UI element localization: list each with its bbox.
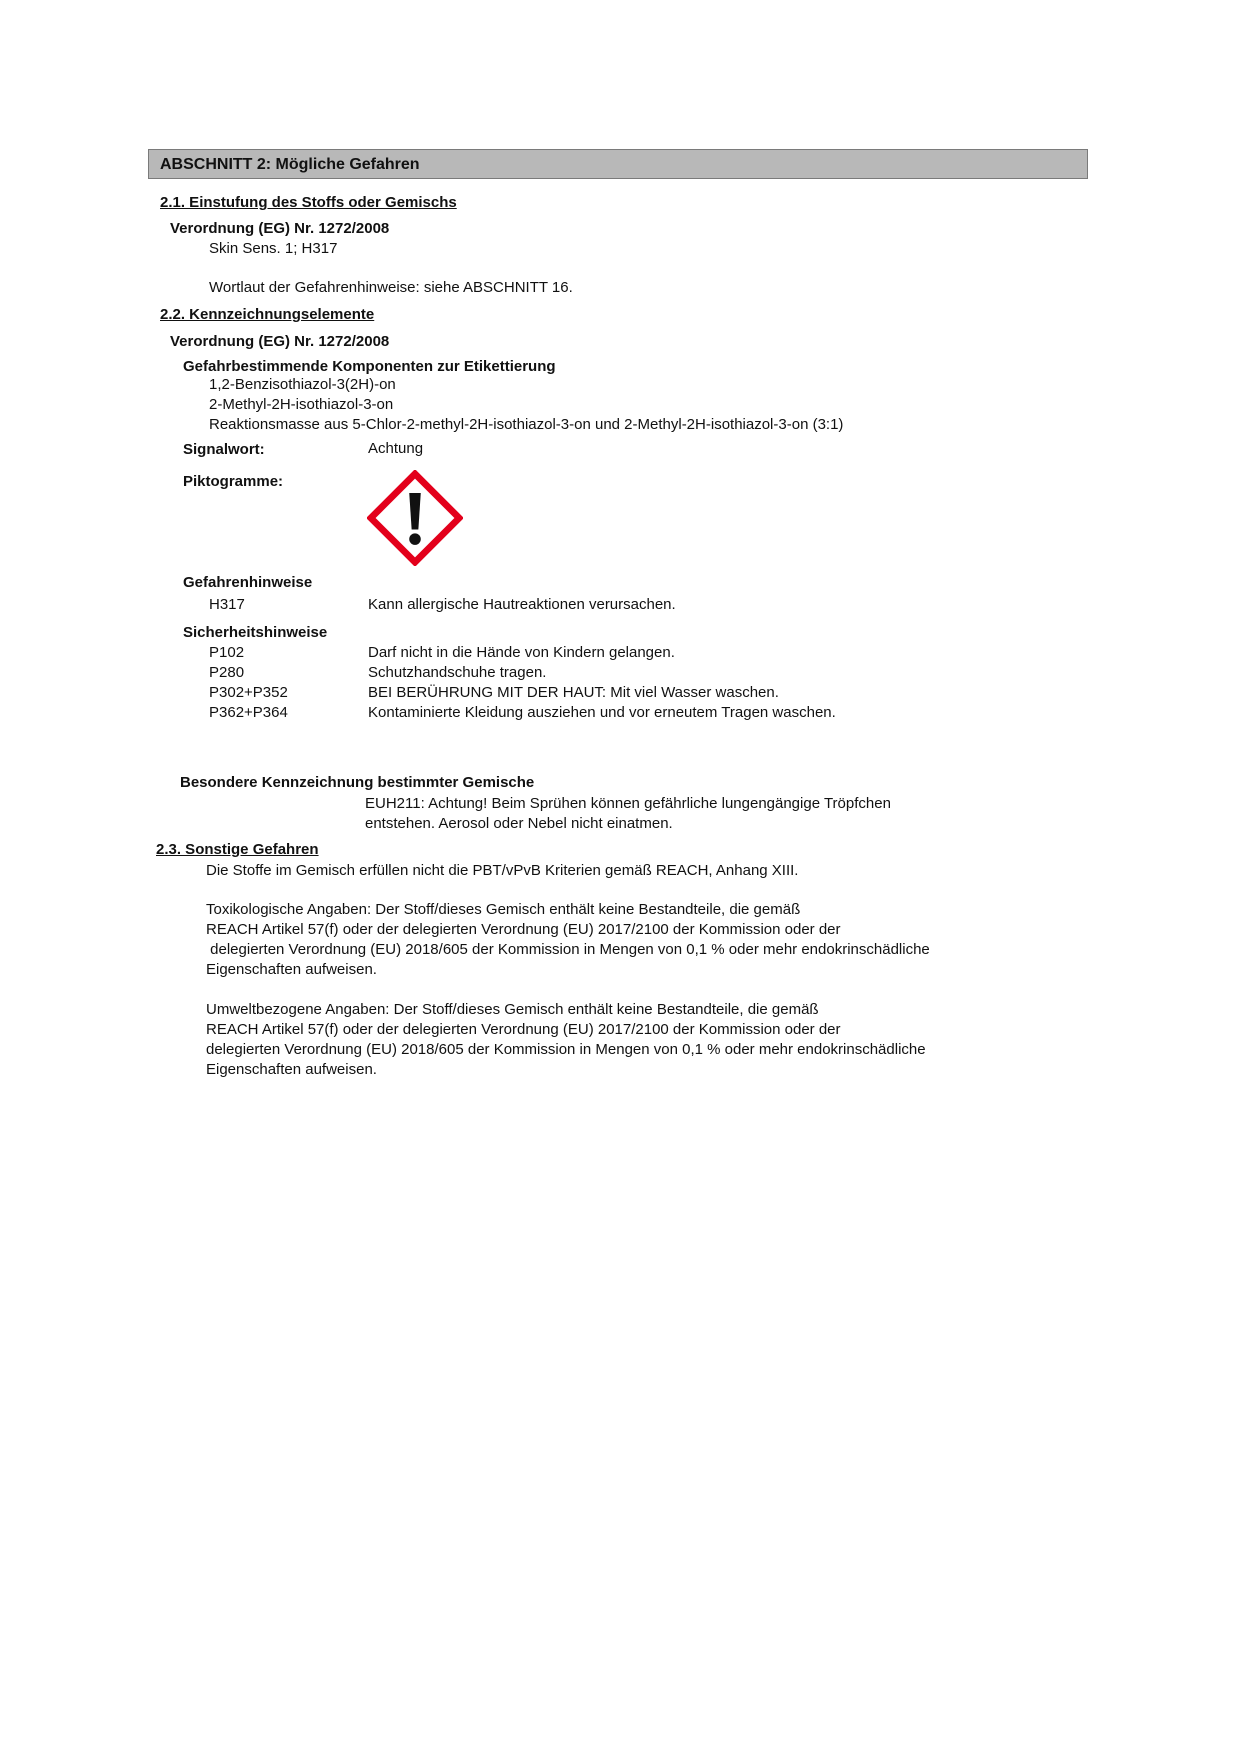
- signal-word-value: Achtung: [368, 440, 424, 457]
- hazard-wording-note: Wortlaut der Gefahrenhinweise: siehe ABSCHNITT 16.: [209, 279, 573, 296]
- component-item: 1,2-Benzisothiazol-3(2H)-on: [209, 376, 396, 393]
- toxicological-line: Toxikologische Angaben: Der Stoff/dieses Gemisch enthält keine Bestandteile, die gemäß: [206, 901, 801, 918]
- toxicological-line: REACH Artikel 57(f) oder der delegierten Verordnung (EU) 2017/2100 der Kommission oder der: [206, 921, 841, 938]
- toxicological-line: Eigenschaften aufweisen.: [206, 961, 377, 978]
- section-title: ABSCHNITT 2: Mögliche Gefahren: [160, 156, 420, 173]
- safety-statements-label: Sicherheitshinweise: [183, 624, 328, 641]
- exclamation-mark-hazard-icon: [367, 470, 463, 566]
- safety-text: Darf nicht in die Hände von Kindern gelangen.: [368, 644, 675, 661]
- heading-2-2: 2.2. Kennzeichnungselemente: [160, 306, 375, 323]
- safety-code: P362+P364: [209, 704, 288, 721]
- safety-text: Schutzhandschuhe tragen.: [368, 664, 547, 681]
- special-labelling-label: Besondere Kennzeichnung bestimmter Gemische: [180, 774, 535, 791]
- components-label: Gefahrbestimmende Komponenten zur Etikettierung: [183, 358, 556, 375]
- special-labelling-line: entstehen. Aerosol oder Nebel nicht einatmen.: [365, 815, 673, 832]
- component-item: Reaktionsmasse aus 5-Chlor-2-methyl-2H-isothiazol-3-on und 2-Methyl-2H-isothiazol-3-on (3:1): [209, 416, 844, 433]
- environmental-line: REACH Artikel 57(f) oder der delegierten Verordnung (EU) 2017/2100 der Kommission oder der: [206, 1021, 841, 1038]
- component-item: 2-Methyl-2H-isothiazol-3-on: [209, 396, 394, 413]
- hazard-statements-label: Gefahrenhinweise: [183, 574, 313, 591]
- heading-2-1: 2.1. Einstufung des Stoffs oder Gemischs: [160, 194, 457, 211]
- hazard-text: Kann allergische Hautreaktionen verursachen.: [368, 596, 676, 613]
- environmental-line: delegierten Verordnung (EU) 2018/605 der Kommission in Mengen von 0,1 % oder mehr endokrinschädliche: [206, 1041, 926, 1058]
- safety-code: P302+P352: [209, 684, 288, 701]
- safety-code: P102: [209, 644, 245, 661]
- heading-2-3: 2.3. Sonstige Gefahren: [156, 841, 319, 858]
- hazard-code: H317: [209, 596, 245, 613]
- signal-word-label: Signalwort:: [183, 441, 265, 458]
- special-labelling-line: EUH211: Achtung! Beim Sprühen können gefährliche lungengängige Tröpfchen: [365, 795, 891, 812]
- safety-code: P280: [209, 664, 245, 681]
- regulation-label-2-2: Verordnung (EG) Nr. 1272/2008: [170, 333, 390, 350]
- toxicological-line: delegierten Verordnung (EU) 2018/605 der Kommission in Mengen von 0,1 % oder mehr endokrinschädliche: [206, 941, 930, 958]
- pbt-statement: Die Stoffe im Gemisch erfüllen nicht die PBT/vPvB Kriterien gemäß REACH, Anhang XIII.: [206, 862, 799, 879]
- environmental-line: Umweltbezogene Angaben: Der Stoff/dieses Gemisch enthält keine Bestandteile, die gemäß: [206, 1001, 819, 1018]
- pictogram-label: Piktogramme:: [183, 473, 284, 490]
- safety-text: BEI BERÜHRUNG MIT DER HAUT: Mit viel Wasser waschen.: [368, 684, 779, 701]
- environmental-line: Eigenschaften aufweisen.: [206, 1061, 377, 1078]
- regulation-label-2-1: Verordnung (EG) Nr. 1272/2008: [170, 220, 390, 237]
- safety-text: Kontaminierte Kleidung ausziehen und vor erneutem Tragen waschen.: [368, 704, 836, 721]
- classification-text: Skin Sens. 1; H317: [209, 240, 338, 257]
- section-header: [148, 149, 1088, 179]
